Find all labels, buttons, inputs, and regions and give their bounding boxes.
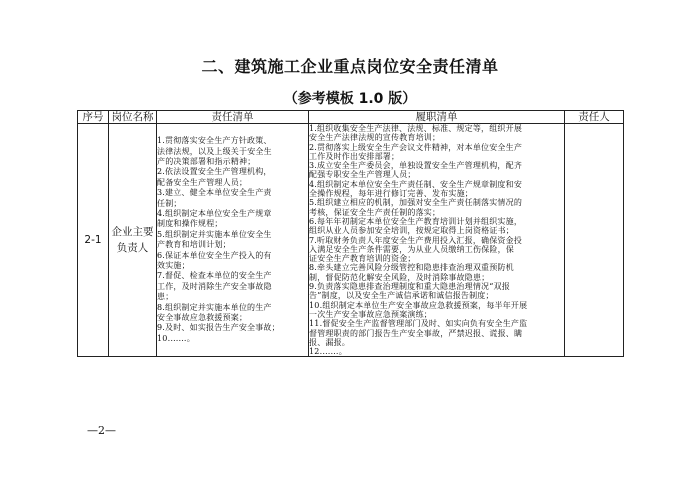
performance-line: 全操作规程，每年进行修订完善、发布实施； xyxy=(309,189,473,199)
duty-line: 工作，及时消除生产安全事故隐 xyxy=(157,281,272,291)
duty-line: 制度和操作规程； xyxy=(157,219,223,229)
performance-line: 12.……。 xyxy=(309,347,347,357)
table-header-row xyxy=(78,111,624,124)
duty-line: 法律法规，以及上级关于安全生 xyxy=(157,146,272,156)
performance-line: 2.贯彻落实上级安全生产会议文件精神，对本单位安全生产 xyxy=(309,142,523,152)
performance-line: 考核，保证安全生产责任制的落实； xyxy=(309,207,441,217)
page-subtitle: （参考模板 1.0 版） xyxy=(283,91,417,107)
cell-position: 企业主要负责人 xyxy=(109,124,157,357)
performance-line: 报、漏报。 xyxy=(309,337,350,347)
performance-line: 入满足安全生产条件需要，为从业人员缴纳工伤保险，保 xyxy=(309,244,514,254)
page-title: 二、建筑施工企业重点岗位安全责任清单 xyxy=(201,57,499,76)
performance-line: 证安全生产教育培训的资金； xyxy=(309,254,416,264)
cell-duties xyxy=(157,124,309,357)
duty-line: 产的决策部署和指示精神； xyxy=(157,156,256,166)
performance-line: 6.每年年初制定本单位安全生产教育培训计划并组织实施， xyxy=(309,216,523,226)
duty-line: 7.督促、检查本单位的安全生产 xyxy=(157,271,272,281)
duty-line: 安全事故应急救援预案； xyxy=(157,313,248,323)
performance-line: 制，督促防范化解安全风险，及时消除事故隐患； xyxy=(309,272,490,282)
header-owner: 责任人 xyxy=(565,111,624,124)
table-row xyxy=(78,124,624,357)
performance-line: 工作及时作出安排部署； xyxy=(309,151,400,161)
performance-line: 11.督促安全生产监督管理部门及时、如实向负有安全生产监 xyxy=(309,319,528,329)
cell-seq: 2-1 xyxy=(78,124,109,357)
duty-line: 3.建立、健全本单位安全生产责 xyxy=(157,188,272,198)
duty-line: 6.保证本单位安全生产投入的有 xyxy=(157,250,272,260)
header-position: 岗位名称 xyxy=(109,111,157,124)
duty-line: 患； xyxy=(157,292,174,302)
performance-line: 安全生产法律法规的宣传教育培训； xyxy=(309,133,441,143)
performance-line: 3.成立安全生产委员会，单独设置安全生产管理机构，配齐 xyxy=(309,161,523,171)
header-performance: 履职清单 xyxy=(309,111,565,124)
performance-line: 7.听取财务负责人年度安全生产费用投入汇报，确保资金投 xyxy=(309,235,523,245)
duty-line: 8.组织制定并实施本单位的生产 xyxy=(157,302,272,312)
cell-performance xyxy=(309,124,565,357)
duty-line: 4.组织制定本单位安全生产规章 xyxy=(157,208,272,218)
performance-line: 配强专职安全生产管理人员； xyxy=(309,170,416,180)
performance-line: 1.组织收集安全生产法律、法规、标准、规定等，组织开展 xyxy=(309,124,523,133)
duty-line: 效实施； xyxy=(157,261,190,271)
duty-line: 产教育和培训计划； xyxy=(157,240,231,250)
performance-line: 一次生产安全事故应急预案演练； xyxy=(309,309,432,319)
page-number: —2— xyxy=(87,424,116,437)
performance-line: 5.组织建立相应的机制，加强对安全生产责任制落实情况的 xyxy=(309,198,523,208)
header-seq: 序号 xyxy=(78,111,109,124)
duty-line: 5.组织制定并实施本单位安全生 xyxy=(157,229,272,239)
responsibility-table xyxy=(77,110,624,357)
duty-line: 配备安全生产管理人员； xyxy=(157,177,248,187)
performance-line: 4.组织制定本单位安全生产责任制、安全生产规章制度和安 xyxy=(309,179,523,189)
performance-line: 告”制度，以及安全生产诚信承诺和诚信报告制度； xyxy=(309,291,494,301)
duty-line: 任制； xyxy=(157,198,182,208)
performance-line: 9.负责落实隐患排查治理制度和重大隐患治理情况“双报 xyxy=(309,282,510,292)
performance-line: 组织从业人员参加安全培训，按规定取得上岗资格证书； xyxy=(309,226,514,236)
cell-owner xyxy=(565,124,624,357)
performance-line: 督管理职责的部门报告生产安全事故，严禁迟报、谎报、瞒 xyxy=(309,328,523,338)
header-duties: 责任清单 xyxy=(157,111,309,124)
duty-line: 1.贯彻落实安全生产方针政策、 xyxy=(157,136,272,146)
performance-line: 10.组织制定本单位生产安全事故应急救援预案，每半年开展 xyxy=(309,300,528,310)
duty-line: 10.……。 xyxy=(157,333,195,343)
duty-line: 2.依法设置安全生产管理机构， xyxy=(157,167,272,177)
duty-line: 9.及时、如实报告生产安全事故； xyxy=(157,323,280,333)
performance-line: 8.牵头建立完善风险分级管控和隐患排查治理双重预防机 xyxy=(309,263,514,273)
